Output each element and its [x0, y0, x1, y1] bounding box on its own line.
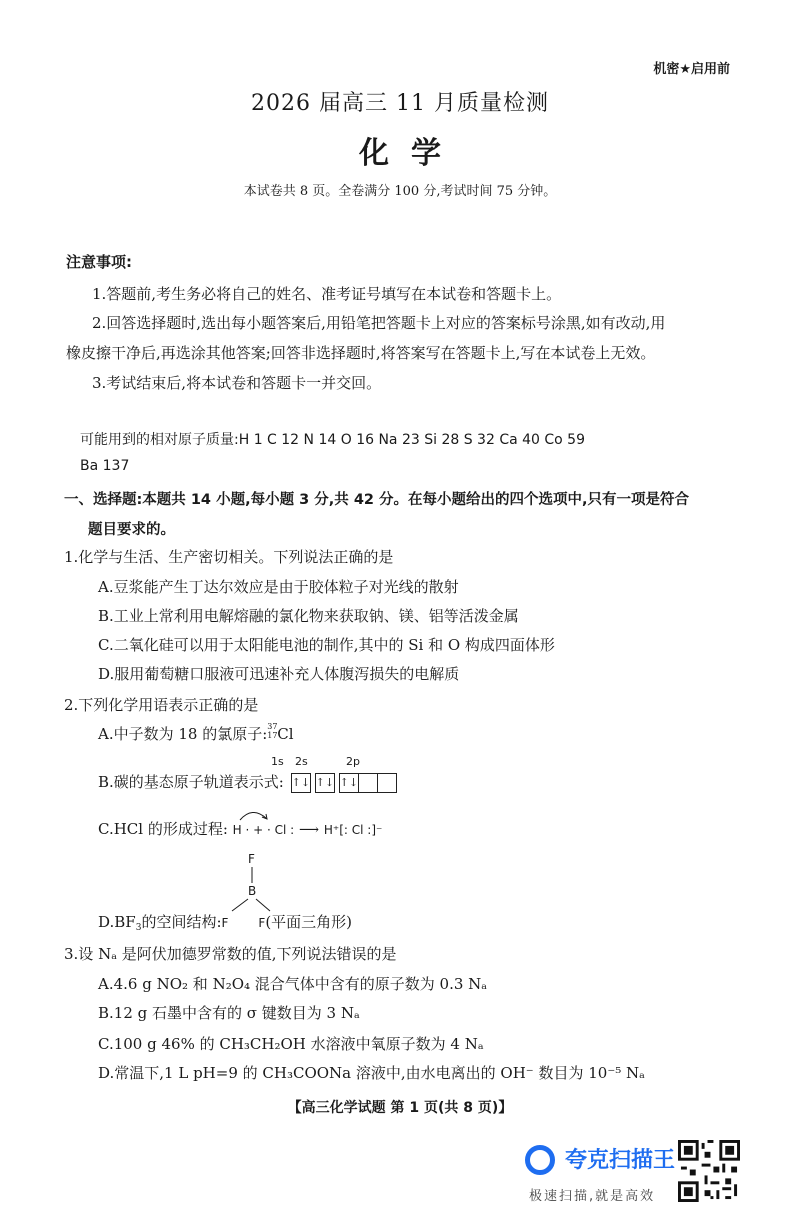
q2-option-a-text: A.中子数为 18 的氯原子: — [98, 725, 268, 743]
q2-option-c-text: C.HCl 的形成过程: — [98, 820, 228, 838]
orbital-box-2p-1: ↑↓ — [339, 773, 359, 793]
electron-transfer-arrow-icon — [236, 806, 276, 822]
orbital-label-2s: 2s — [295, 755, 308, 768]
q2-mass-number: 37 — [267, 722, 278, 731]
section-heading-line2: 题目要求的。 — [88, 522, 175, 538]
bf3-f-right: F — [258, 916, 266, 930]
q1-stem: 1.化学与生活、生产密切相关。下列说法正确的是 — [64, 548, 394, 566]
notice-item-1: 1.答题前,考生务必将自己的姓名、准考证号填写在本试卷和答题卡上。 — [92, 285, 562, 303]
subject-title: 化学 — [359, 136, 463, 171]
q3-option-b: B.12 g 石墨中含有的 σ 键数目为 3 Nₐ — [98, 1004, 360, 1022]
q2-option-a — [98, 723, 294, 744]
notice-item-2: 2.回答选择题时,选出每小题答案后,用铅笔把答题卡上对应的答案标号涂黑,如有改动,用 — [92, 314, 666, 332]
bf3-f-left: F — [221, 916, 229, 930]
bf3-f-top: F — [248, 852, 255, 866]
scanner-logo-icon — [525, 1145, 555, 1175]
q2-atomic-number: 17 — [267, 731, 278, 740]
orbital-box-2p-3 — [377, 773, 397, 793]
exam-title: 2026 届高三 11 月质量检测 — [251, 91, 549, 116]
q1-option-d: D.服用葡萄糖口服液可迅速补充人体腹泻损失的电解质 — [98, 665, 460, 683]
q3-stem: 3.设 Nₐ 是阿伏加德罗常数的值,下列说法错误的是 — [64, 945, 397, 963]
q2-stem: 2.下列化学用语表示正确的是 — [64, 696, 259, 714]
notice-title: 注意事项: — [66, 253, 132, 271]
bf3-shape-note: (平面三角形) — [265, 913, 353, 931]
confidential-label: 机密★启用前 — [653, 62, 730, 77]
bf3-b-center: B — [248, 884, 257, 898]
q2-option-b-text: B.碳的基态原子轨道表示式: — [98, 773, 284, 791]
orbital-label-1s: 1s — [271, 755, 284, 768]
q2-option-d — [98, 911, 352, 933]
orbital-diagram — [291, 773, 396, 791]
notice-item-3: 3.考试结束后,将本试卷和答题卡一并交回。 — [92, 374, 382, 392]
bf3-bonds — [222, 867, 292, 912]
q2-option-d-sub: 3 — [135, 923, 142, 933]
q2-isotope-numbers — [267, 723, 277, 739]
q2-option-d-text2: 的空间结构: — [141, 913, 222, 931]
page-footer: 【高三化学试题 第 1 页(共 8 页)】 — [287, 1100, 513, 1116]
q3-option-d: D.常温下,1 L pH=9 的 CH₃COONa 溶液中,由水电离出的 OH⁻ 数目为 10⁻⁵ Nₐ — [98, 1064, 645, 1082]
atomic-masses-line1: 可能用到的相对原子质量:H 1 C 12 N 14 O 16 Na 23 Si 28 S 32 Ca 40 Co 59 — [80, 432, 585, 448]
qr-code-icon — [678, 1140, 740, 1202]
scanner-slogan: 极速扫描,就是高效 — [529, 1189, 656, 1204]
q1-option-c: C.二氧化硅可以用于太阳能电池的制作,其中的 Si 和 O 构成四面体形 — [98, 636, 555, 654]
section-heading-line1: 一、选择题:本题共 14 小题,每小题 3 分,共 42 分。在每小题给出的四个选项中,只有一项是符合 — [64, 492, 690, 508]
q1-option-a: A.豆浆能产生丁达尔效应是由于胶体粒子对光线的散射 — [98, 578, 459, 596]
q2-isotope-symbol: Cl — [277, 725, 294, 743]
exam-intro: 本试卷共 8 页。全卷满分 100 分,考试时间 75 分钟。 — [243, 184, 557, 199]
hcl-formation-arrow: ⟶ — [299, 822, 320, 838]
q2-option-b — [98, 771, 396, 793]
hcl-formation-right: H⁺[: Cl :]⁻ — [323, 823, 383, 837]
hcl-formation-left: H · + · Cl : — [232, 823, 295, 837]
orbital-box-2p-2 — [358, 773, 378, 793]
orbital-box-2s: ↑↓ — [315, 773, 335, 793]
orbital-label-2p: 2p — [346, 755, 360, 768]
q2-option-d-text: D.BF — [98, 913, 136, 931]
q1-option-b: B.工业上常利用电解熔融的氯化物来获取钠、镁、铝等活泼金属 — [98, 607, 519, 625]
scanner-app-name: 夸克扫描王 — [565, 1148, 676, 1173]
notice-item-2-cont: 橡皮擦干净后,再选涂其他答案;回答非选择题时,将答案写在答题卡上,写在本试卷上无效。 — [66, 344, 656, 362]
orbital-box-1s: ↑↓ — [291, 773, 311, 793]
atomic-masses-line2: Ba 137 — [80, 458, 130, 474]
q3-option-c: C.100 g 46% 的 CH₃CH₂OH 水溶液中氧原子数为 4 Nₐ — [98, 1035, 484, 1053]
q3-option-a: A.4.6 g NO₂ 和 N₂O₄ 混合气体中含有的原子数为 0.3 Nₐ — [98, 975, 488, 993]
